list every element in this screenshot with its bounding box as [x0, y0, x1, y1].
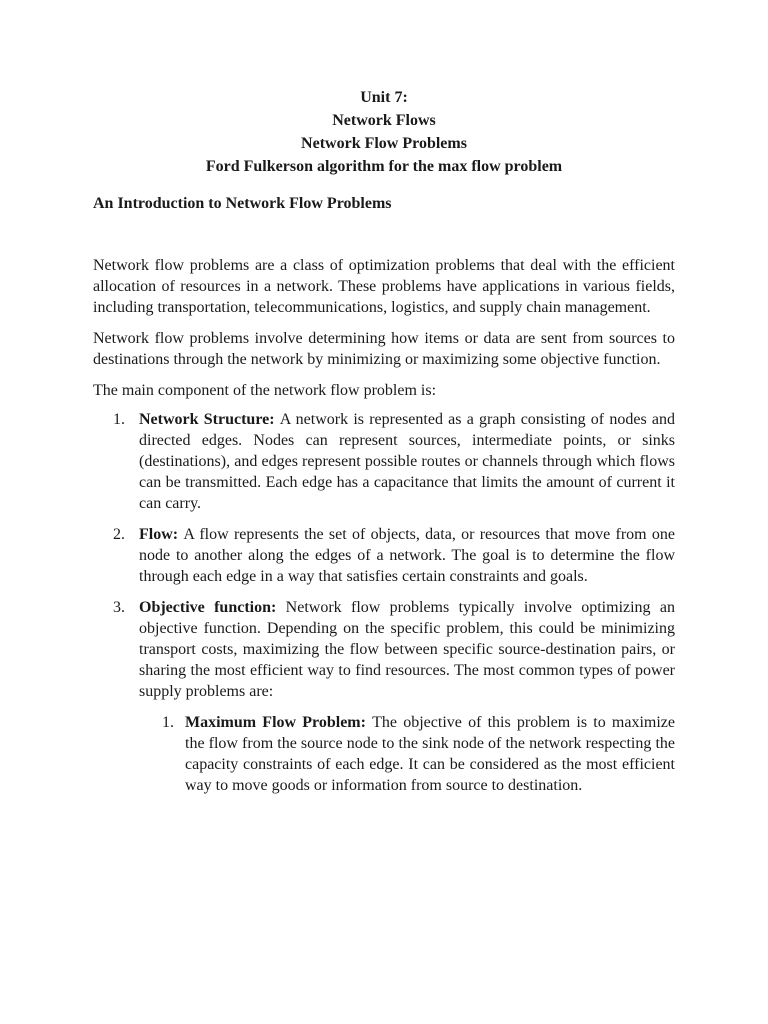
components-list: [93, 409, 675, 796]
list-item-label: Network Structure:: [139, 411, 280, 428]
problem-types-list: [139, 712, 675, 796]
list-item-text: The objective of this problem is to maximize the flow from the source node to the sink node of the network respecting the capacity constraints of each edge. It can be considered as the most efficient way to move goods or information from source to destination.: [185, 714, 676, 794]
title-unit: Unit 7:: [360, 89, 408, 106]
list-item-text: Network flow problems typically involve optimizing an objective function. Depending on the specific problem, this could be minimizing transport costs, maximizing the flow between specific source-destination pairs, or sharing the most efficient way to find resources. The most common types of power supply problems are:: [139, 599, 675, 700]
list-item-flow: [93, 524, 675, 587]
document-title: [93, 86, 675, 178]
paragraph-intro: Network flow problems are a class of optimization problems that deal with the efficient allocation of resources in a network. These problems have applications in various fields, including transportation, telecommunications, logistics, and supply chain management.: [93, 257, 675, 316]
section-heading: An Introduction to Network Flow Problems: [93, 195, 392, 212]
paragraph-definition: Network flow problems involve determining how items or data are sent from sources to destinations through the network by minimizing or maximizing some objective function.: [93, 330, 675, 368]
list-number: 1.: [162, 714, 174, 731]
list-item-label: Maximum Flow Problem:: [185, 714, 373, 731]
title-subtopic: Network Flow Problems: [301, 135, 467, 152]
list-item-network-structure: [93, 409, 675, 514]
list-item-text: A network is represented as a graph consisting of nodes and directed edges. Nodes can represent sources, intermediate points, or sinks (destinations), and edges represent possible routes or channels through which flows can be transmitted. Each edge has a capacitance that limits the amount of current it can carry.: [139, 411, 675, 512]
list-item-objective-function: [93, 597, 675, 796]
paragraph-components-lead: The main component of the network flow problem is:: [93, 382, 437, 399]
list-number: 3.: [113, 599, 125, 616]
list-item-maximum-flow: [139, 712, 675, 796]
list-number: 1.: [113, 411, 125, 428]
list-item-text: A flow represents the set of objects, data, or resources that move from one node to another along the edges of a network. The goal is to determine the flow through each edge in a way that satisfies certain constraints and goals.: [139, 526, 675, 585]
list-item-label: Flow:: [139, 526, 184, 543]
title-algorithm: Ford Fulkerson algorithm for the max flow problem: [205, 158, 563, 175]
title-topic: Network Flows: [332, 112, 436, 129]
list-item-label: Objective function:: [139, 599, 286, 616]
document-page: [93, 86, 675, 806]
list-number: 2.: [113, 526, 125, 543]
